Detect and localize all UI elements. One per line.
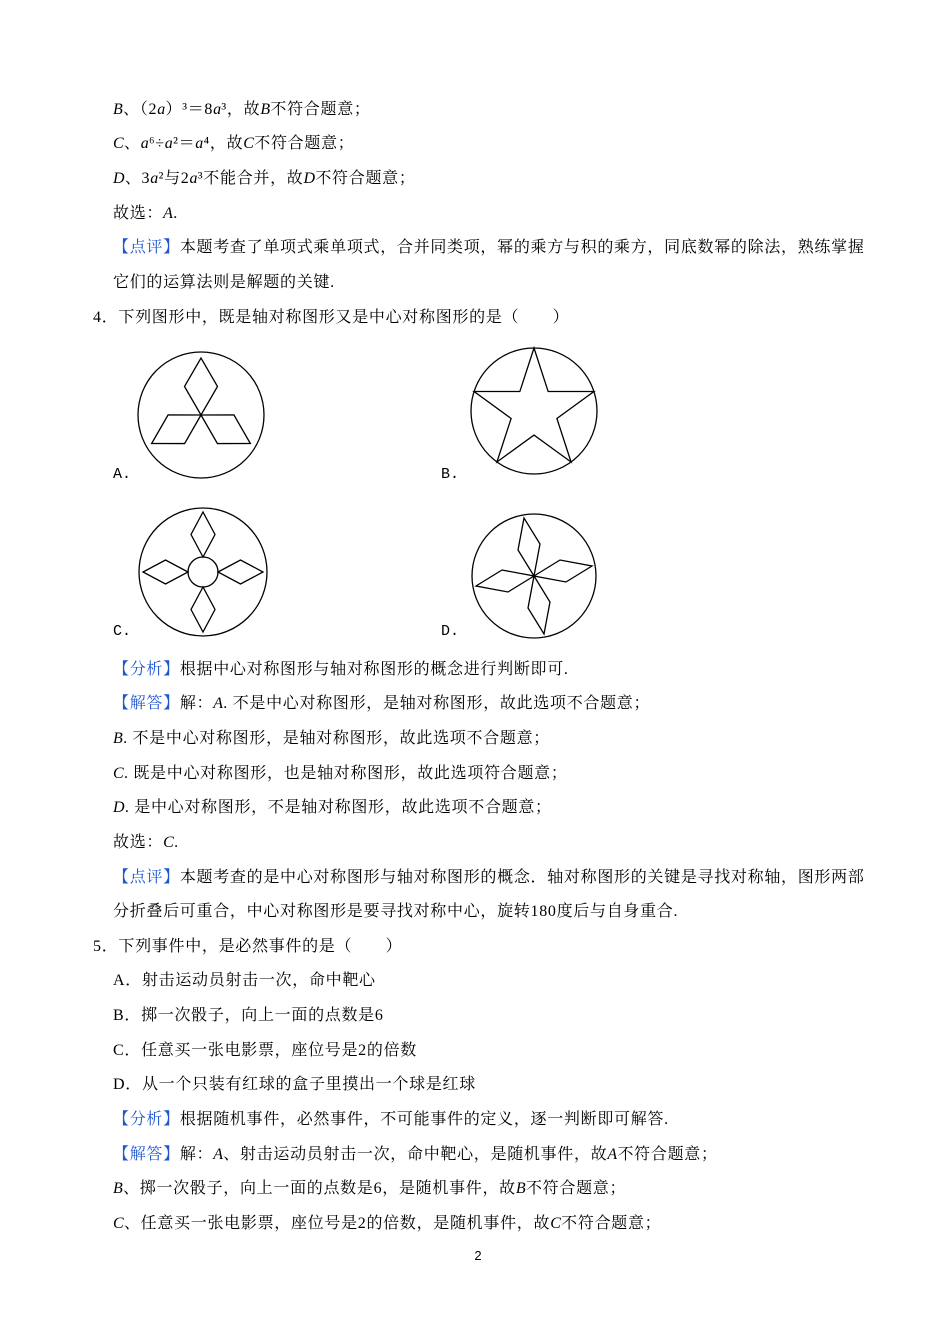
math-variable: a bbox=[140, 135, 149, 153]
math-variable: a bbox=[195, 135, 204, 153]
math-variable: B bbox=[113, 100, 124, 118]
solution-tag: 【解答】 bbox=[113, 695, 180, 713]
q4-comment bbox=[0, 861, 950, 896]
four-rhombi-circle-icon bbox=[133, 502, 273, 642]
q5-option-d: D．从一个只装有红球的盒子里摸出一个球是红球 bbox=[113, 1076, 476, 1094]
comment-text: 本题考查了单项式乘单项式，合并同类项，幂的乘方与积的乘方，同底数幂的除法，熟练掌握 bbox=[179, 239, 865, 257]
math-variable: a bbox=[213, 100, 222, 118]
math-variable: a bbox=[164, 135, 174, 153]
math-variable: C bbox=[550, 1214, 562, 1232]
math-variable: A bbox=[607, 1145, 618, 1163]
math-variable: D bbox=[113, 169, 125, 187]
math-variable: B bbox=[113, 729, 124, 747]
math-variable: A bbox=[213, 1145, 224, 1163]
math-variable: B bbox=[260, 100, 271, 118]
math-variable: a bbox=[157, 100, 166, 118]
option-a-label: A. bbox=[113, 465, 132, 483]
option-c-label: C. bbox=[113, 622, 132, 640]
solution-text: 解：A. 不是中心对称图形，是轴对称图形，故此选项不合题意； bbox=[179, 695, 651, 713]
math-variable: D bbox=[113, 799, 125, 817]
q4-solution-line-b: B. 不是中心对称图形，是轴对称图形，故此选项不合题意； bbox=[113, 729, 550, 747]
pinwheel-circle-icon bbox=[464, 506, 604, 646]
math-variable: C bbox=[243, 135, 255, 153]
math-variable: C bbox=[163, 833, 175, 851]
q5-solution-line-c: C、任意买一张电影票，座位号是2的倍数，是随机事件，故C不符合题意； bbox=[113, 1214, 662, 1232]
q5-solution-line-a bbox=[0, 1138, 950, 1173]
q4-solution-line-d: D. 是中心对称图形，不是轴对称图形，故此选项不合题意； bbox=[113, 799, 552, 817]
prev-solution-line-c: C、a⁶÷a²＝a⁴，故C不符合题意； bbox=[113, 135, 355, 153]
comment-tag: 【点评】 bbox=[113, 239, 180, 257]
analysis-tag: 【分析】 bbox=[113, 660, 180, 678]
q5-solution-line-b: B、掷一次骰子，向上一面的点数是6，是随机事件，故B不符合题意； bbox=[113, 1180, 627, 1198]
q4-solution-line-c: C. 既是中心对称图形，也是轴对称图形，故此选项符合题意； bbox=[113, 764, 568, 782]
option-d-label: D. bbox=[441, 622, 460, 640]
analysis-text: 根据随机事件，必然事件，不可能事件的定义，逐一判断即可解答. bbox=[179, 1111, 669, 1128]
q5-option-c: C．任意买一张电影票，座位号是2的倍数 bbox=[113, 1041, 417, 1059]
math-variable: C bbox=[113, 764, 124, 782]
q4-analysis bbox=[0, 653, 950, 688]
math-variable: A bbox=[213, 695, 224, 713]
prev-solution-line-b: B、（2a）³＝8a³，故B不符合题意； bbox=[113, 100, 371, 118]
analysis-text: 根据中心对称图形与轴对称图形的概念进行判断即可. bbox=[179, 660, 569, 678]
q5-analysis bbox=[0, 1103, 950, 1138]
prev-solution-answer: 故选：A. bbox=[113, 204, 178, 222]
math-variable: a bbox=[189, 169, 198, 187]
q4-solution-line-a bbox=[0, 687, 950, 722]
solution-tag: 【解答】 bbox=[113, 1145, 180, 1163]
q4-solution-answer: 故选：C. bbox=[113, 833, 179, 851]
math-variable: B bbox=[515, 1180, 526, 1198]
prev-comment-continued: 它们的运算法则是解题的关键. bbox=[113, 273, 335, 291]
three-rhombi-circle-icon bbox=[131, 345, 271, 485]
question-5-stem: 5．下列事件中，是必然事件的是（ ） bbox=[93, 937, 403, 955]
analysis-tag: 【分析】 bbox=[113, 1111, 180, 1128]
math-variable: a bbox=[150, 169, 159, 187]
page-content bbox=[0, 93, 950, 1242]
q4-comment-continued: 分折叠后可重合，中心对称图形是要寻找对称中心，旋转180度后与自身重合. bbox=[113, 903, 679, 921]
prev-solution-line-d: D、3a²与2a³不能合并，故D不符合题意； bbox=[113, 169, 416, 187]
question-4-stem: 4．下列图形中，既是轴对称图形又是中心对称图形的是（ ） bbox=[93, 308, 570, 326]
math-variable: C bbox=[113, 135, 124, 153]
q5-option-b: B．掷一次骰子，向上一面的点数是6 bbox=[113, 1007, 384, 1025]
comment-text: 本题考查的是中心对称图形与轴对称图形的概念．轴对称图形的关键是寻找对称轴，图形两部 bbox=[179, 868, 865, 886]
math-variable: A bbox=[163, 204, 174, 222]
question-4-options bbox=[0, 335, 950, 653]
solution-text: 解：A、射击运动员射击一次，命中靶心，是随机事件，故A不符合题意； bbox=[179, 1145, 718, 1163]
prev-comment bbox=[0, 231, 950, 266]
comment-tag: 【点评】 bbox=[113, 868, 180, 886]
q5-option-a: A．射击运动员射击一次，命中靶心 bbox=[113, 972, 376, 990]
math-variable: B bbox=[113, 1180, 124, 1198]
star-circle-icon bbox=[464, 341, 604, 481]
option-b-label: B. bbox=[441, 465, 460, 483]
math-variable: C bbox=[113, 1214, 124, 1232]
page-number: 2 bbox=[474, 1248, 482, 1263]
math-variable: D bbox=[303, 169, 316, 187]
